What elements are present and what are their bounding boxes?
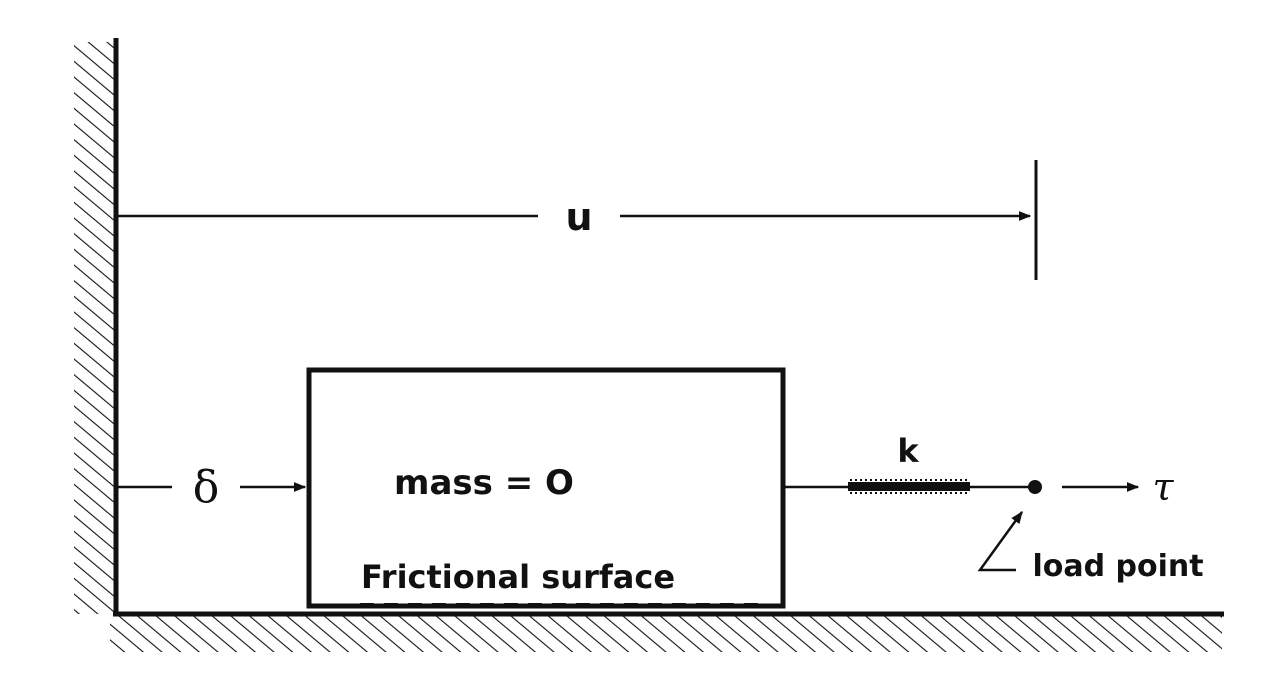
load-point-label: load point xyxy=(1032,549,1204,584)
mass-label: mass = O xyxy=(394,463,574,503)
tau-label: τ xyxy=(1152,465,1174,509)
spring-k-label: k xyxy=(897,432,919,470)
spring xyxy=(848,480,970,493)
frictional-surface-label: Frictional surface xyxy=(360,558,676,596)
wall-hatching xyxy=(74,42,116,614)
load-point-dot xyxy=(1028,480,1042,494)
floor-hatching xyxy=(110,614,1222,652)
load-point-pointer xyxy=(980,512,1022,570)
delta-label: δ xyxy=(192,462,220,513)
u-label: u xyxy=(565,195,593,239)
